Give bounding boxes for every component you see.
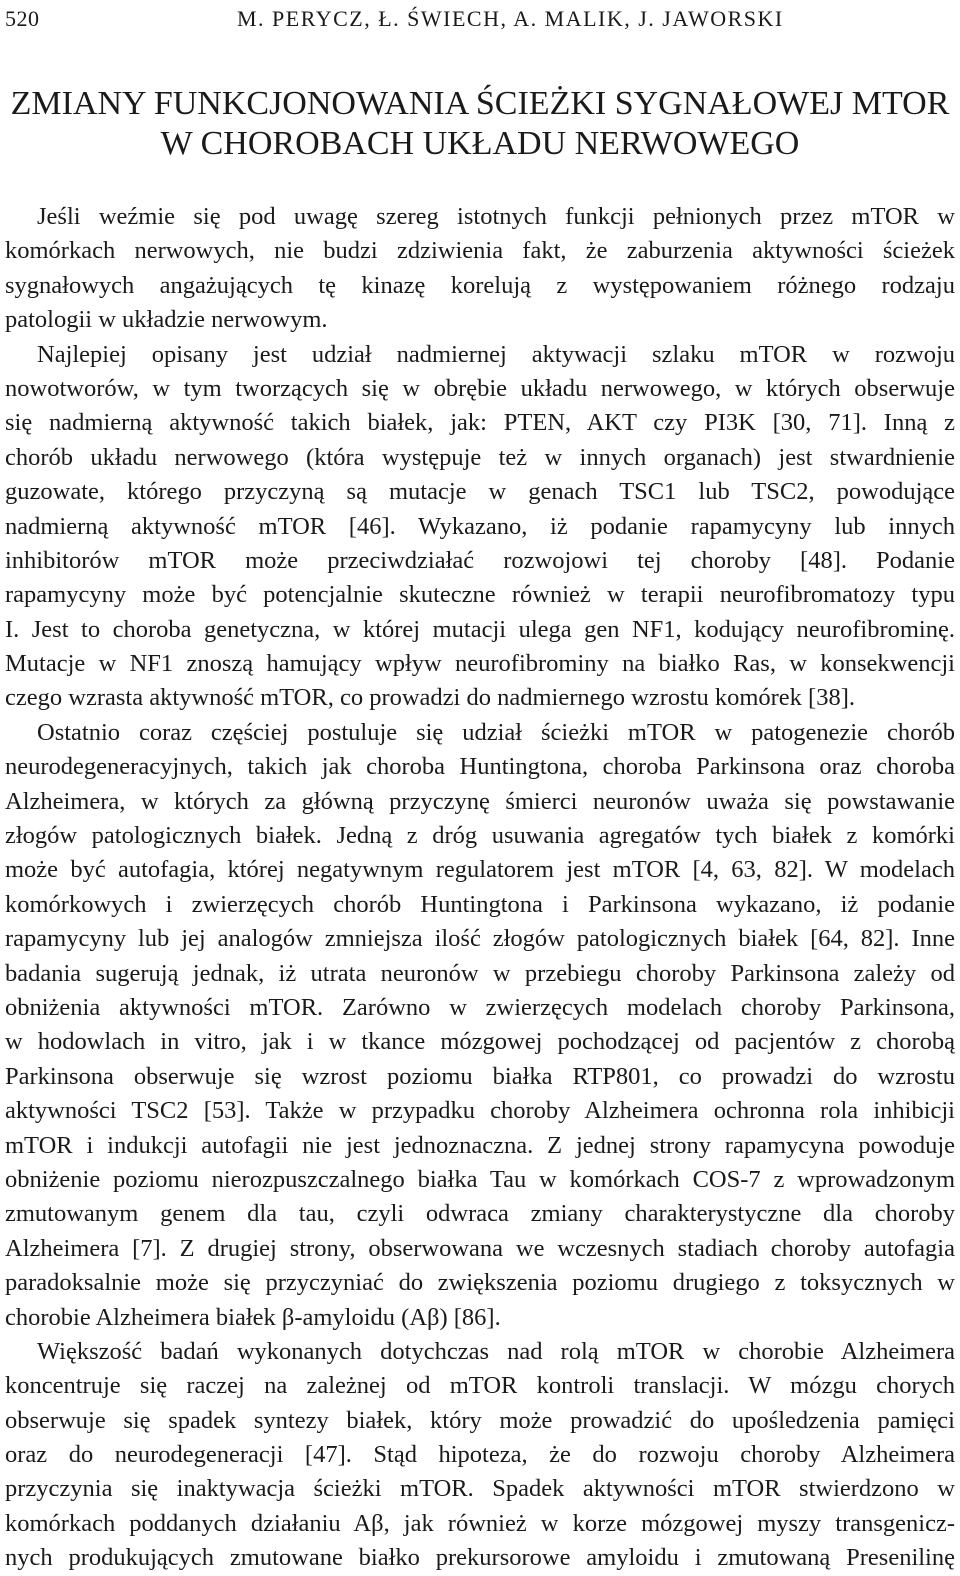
body-text [5, 200, 955, 1576]
text-line: się nadmierną aktywność takich białek, jak: PTEN, AKT czy PI3K [30, 71]. Inną z [5, 409, 955, 437]
text-line: Jeśli weźmie się pod uwagę szereg istotnych funkcji pełnionych przez mTOR w [37, 203, 955, 230]
text-line: nowotworów, w tym tworzących się w obrębie układu nerwowego, w których obserwuje [5, 374, 955, 402]
text-line: chorób układu nerwowego (która występuje też w innych organach) jest stwardnienie [5, 443, 955, 471]
text-line: zmutowanym genem dla tau, czyli odwraca zmiany charakterystyczne dla choroby [5, 1200, 955, 1228]
text-line: obniżenie poziomu nierozpuszczalnego białka Tau w komórkach COS-7 z wprowadzonym [5, 1165, 955, 1193]
page-number: 520 [5, 6, 40, 31]
text-line: Mutacje w NF1 znoszą hamujący wpływ neurofibrominy na białko Ras, w konsekwencji [5, 650, 955, 678]
text-line: rapamycyny lub jej analogów zmniejsza ilość złogów patologicznych białek [64, 82]. Inne [5, 925, 955, 953]
text-line: mTOR i indukcji autofagii nie jest jednoznaczna. Z jednej strony rapamycyna powoduje [5, 1131, 955, 1159]
text-line: neurodegeneracyjnych, takich jak choroba Huntingtona, choroba Parkinsona oraz choroba [5, 753, 955, 781]
running-header [5, 6, 955, 40]
text-line: Parkinsona obserwuje się wzrost poziomu białka RTP801, co prowadzi do wzrostu [5, 1062, 955, 1090]
text-line: aktywności TSC2 [53]. Także w przypadku choroby Alzheimera ochronna rola inhibicji [5, 1097, 955, 1125]
text-line: przyczynia się inaktywacja ścieżki mTOR. Spadek aktywności mTOR stwierdzono w [5, 1475, 955, 1503]
text-line: komórkowych i zwierzęcych chorób Huntingtona i Parkinsona wykazano, iż podanie [5, 890, 955, 918]
text-line: złogów patologicznych białek. Jedną z dróg usuwania agregatów tych białek z komórki [5, 822, 955, 850]
text-line: chorobie Alzheimera białek β-amyloidu (Aβ) [86]. [5, 1303, 501, 1331]
text-line: Większość badań wykonanych dotychczas nad rolą mTOR w chorobie Alzheimera [37, 1337, 955, 1365]
text-line: Alzheimera, w których za główną przyczynę śmierci neuronów uważa się powstawanie [5, 787, 955, 815]
text-line: obniżenia aktywności mTOR. Zarówno w zwierzęcych modelach choroby Parkinsona, [5, 993, 955, 1021]
text-line: koncentruje się raczej na zależnej od mTOR kontroli translacji. W mózgu chorych [5, 1372, 955, 1400]
text-line: patologii w układzie nerwowym. [5, 306, 328, 334]
text-line: może być autofagia, której negatywnym regulatorem jest mTOR [4, 63, 82]. W modelach [5, 856, 955, 884]
text-line: nadmierną aktywność mTOR [46]. Wykazano, iż podanie rapamycyny lub innych [5, 512, 955, 540]
text-line: badania sugerują jednak, iż utrata neuronów w przebiegu choroby Parkinsona zależy od [5, 959, 955, 987]
running-header-authors: M. PERYCZ, Ł. ŚWIECH, A. MALIK, J. JAWORSKI [237, 6, 784, 31]
text-line: inhibitorów mTOR może przeciwdziałać rozwojowi tej choroby [48]. Podanie [5, 546, 955, 574]
text-line: czego wzrasta aktywność mTOR, co prowadzi do nadmiernego wzrostu komórek [38]. [5, 684, 855, 712]
text-line: guzowate, którego przyczyną są mutacje w genach TSC1 lub TSC2, powodujące [5, 478, 955, 506]
text-line: I. Jest to choroba genetyczna, w której mutacji ulega gen NF1, kodujący neurofibrominę. [5, 615, 955, 643]
text-line: Najlepiej opisany jest udział nadmiernej aktywacji szlaku mTOR w rozwoju [37, 340, 955, 368]
text-line: obserwuje się spadek syntezy białek, który może prowadzić do upośledzenia pamięci [5, 1406, 955, 1434]
text-line: oraz do neurodegeneracji [47]. Stąd hipoteza, że do rozwoju choroby Alzheimera [5, 1441, 955, 1469]
text-line: sygnałowych angażujących tę kinazę korelują z występowaniem różnego rodzaju [5, 271, 955, 299]
section-title-line: ZMIANY FUNKCJONOWANIA ŚCIEŻKI SYGNAŁOWEJ MTOR [10, 85, 950, 122]
section-title-line: W CHOROBACH UKŁADU NERWOWEGO [160, 125, 800, 162]
text-line: nych produkujących zmutowane białko prekursorowe amyloidu i zmutowaną Presenilinę [5, 1544, 955, 1572]
section-title [0, 84, 960, 164]
text-line: w hodowlach in vitro, jak i w tkance mózgowej pochodzącej od pacjentów z chorobą [5, 1028, 955, 1056]
text-line: paradoksalnie może się przyczyniać do zwiększenia poziomu drugiego z toksycznych w [5, 1269, 955, 1297]
text-line: komórkach poddanych działaniu Aβ, jak również w korze mózgowej myszy transgenicz- [5, 1509, 955, 1537]
text-line: Alzheimera [7]. Z drugiej strony, obserwowana we wczesnych stadiach choroby autofagia [5, 1234, 955, 1262]
text-line: Ostatnio coraz częściej postuluje się udział ścieżki mTOR w patogenezie chorób [37, 718, 955, 746]
text-line: rapamycyny może być potencjalnie skuteczne również w terapii neurofibromatozy typu [5, 581, 955, 609]
text-line: komórkach nerwowych, nie budzi zdziwienia fakt, że zaburzenia aktywności ścieżek [5, 237, 955, 265]
